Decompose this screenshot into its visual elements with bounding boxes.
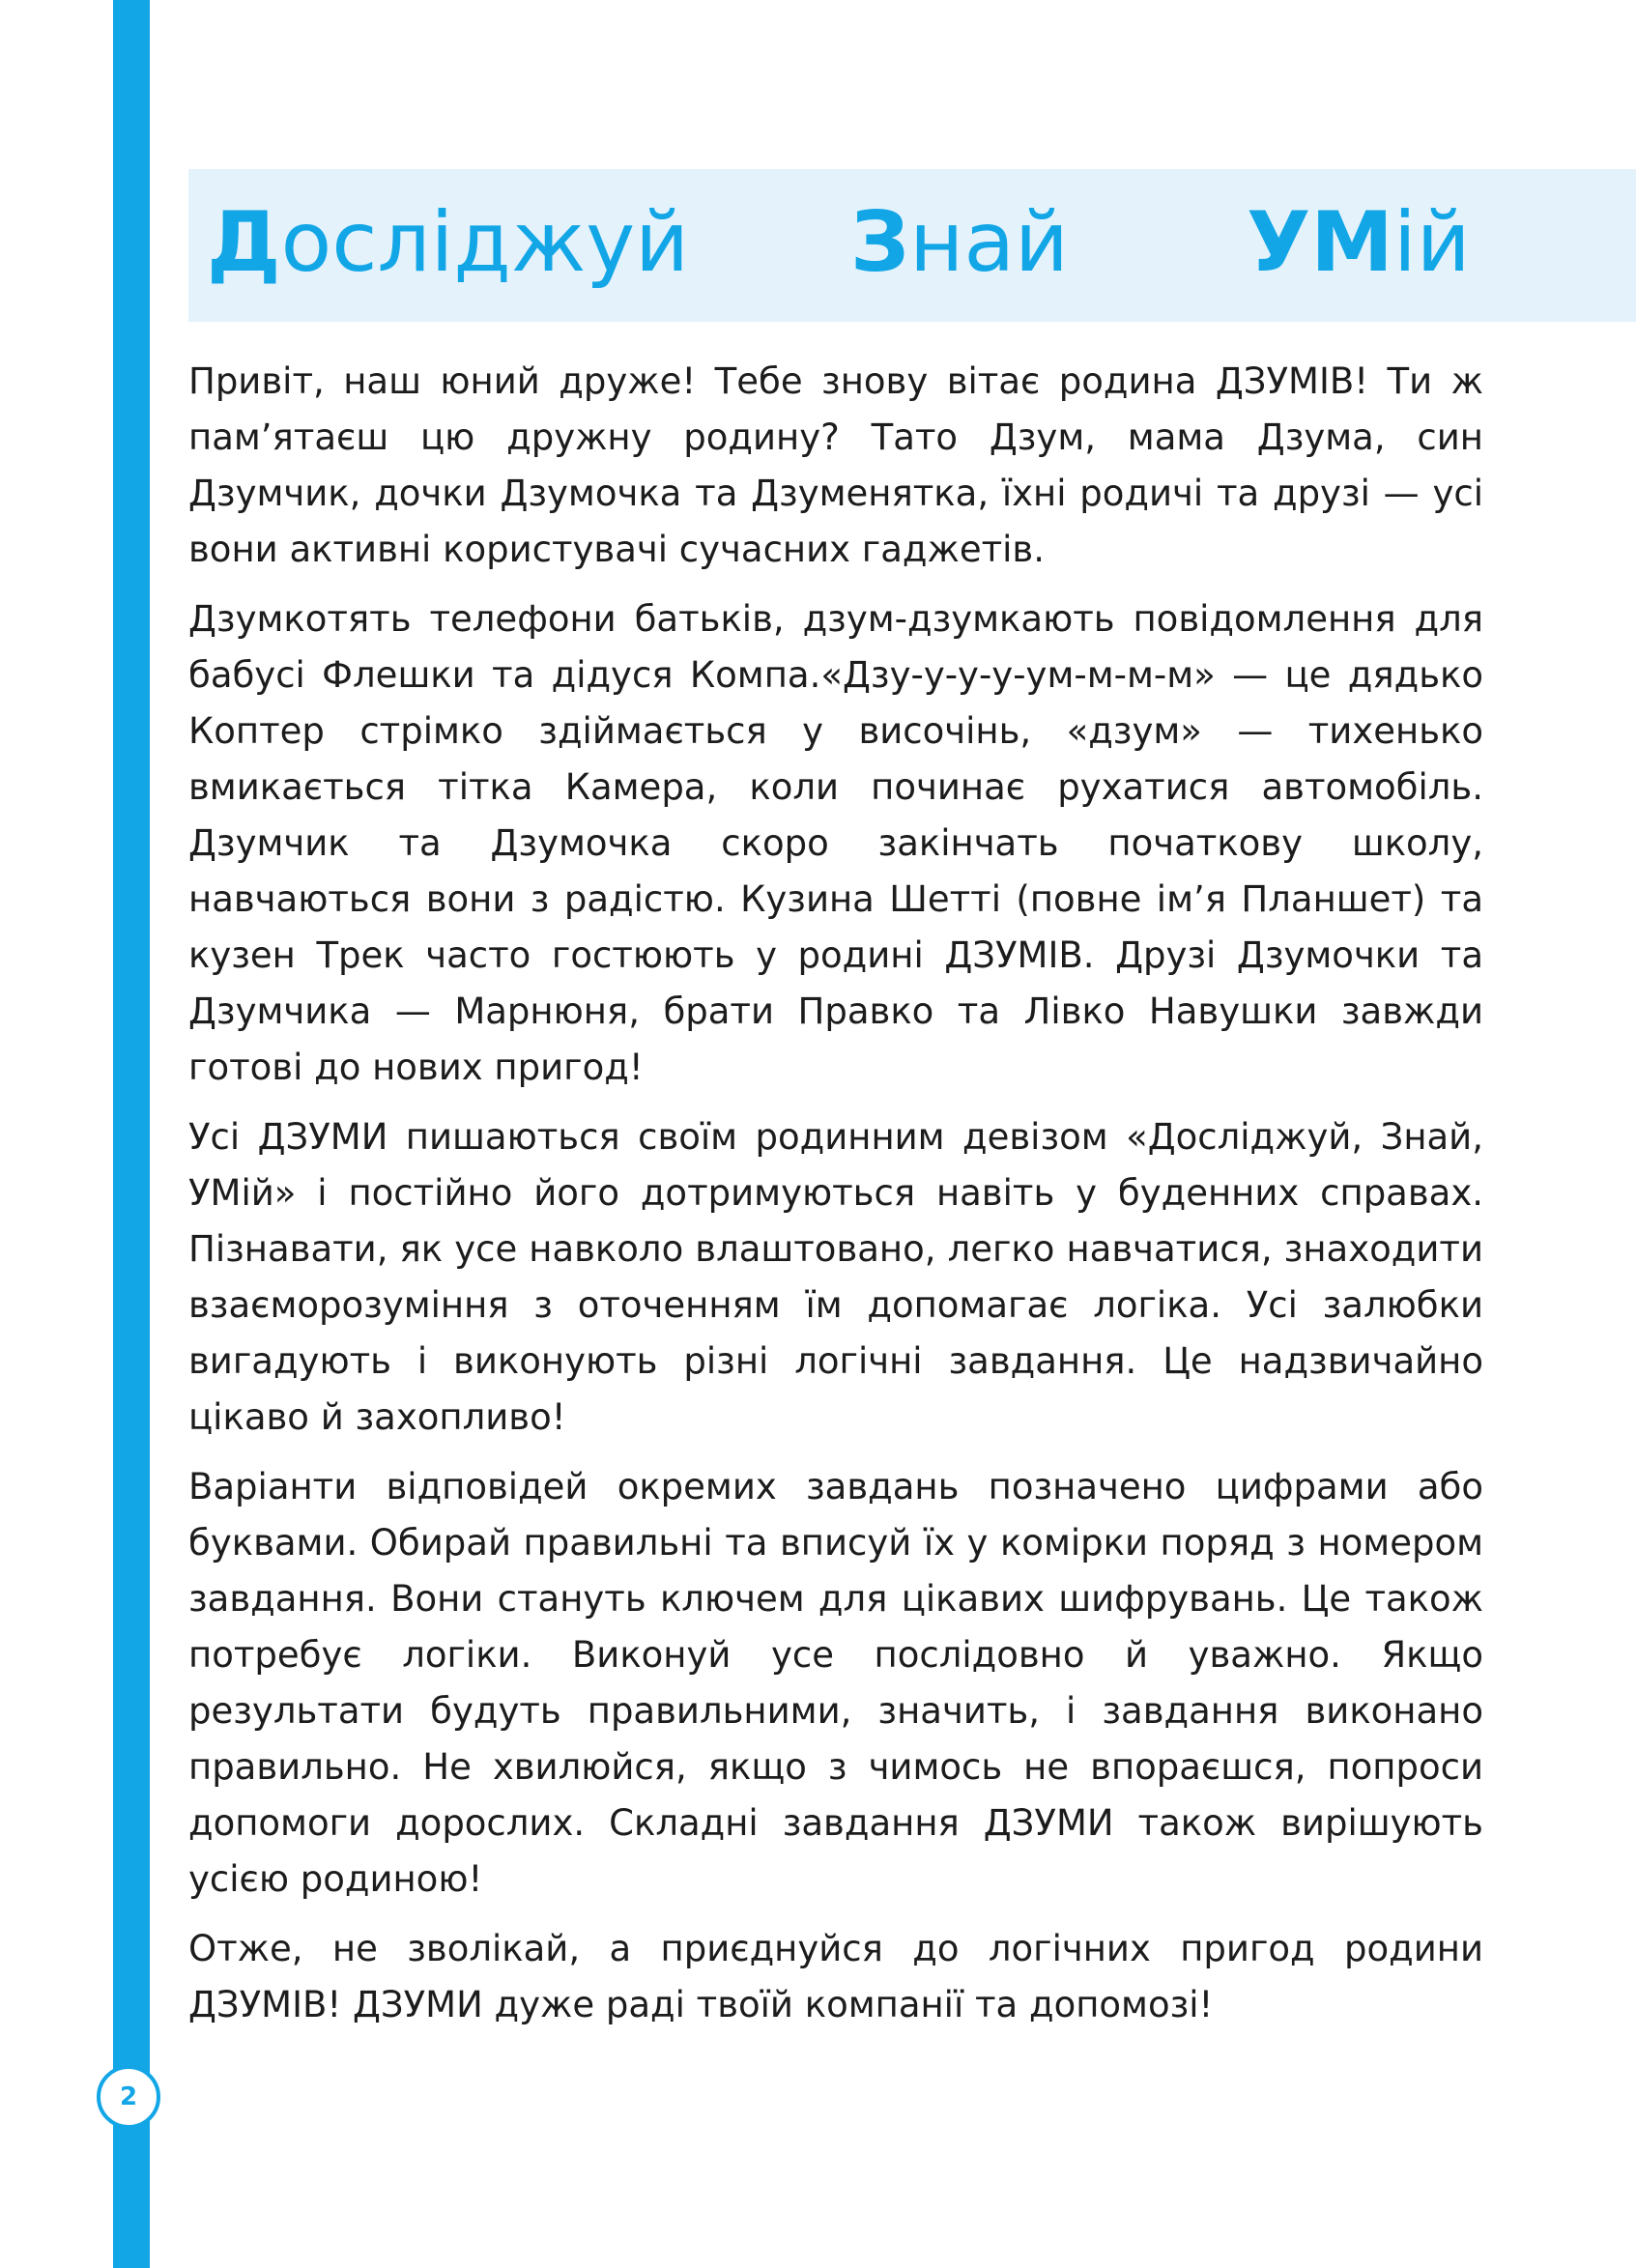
paragraph: Привіт, наш юний друже! Тебе знову вітає родина ДЗУМІВ! Ти ж пам’ятаєш цю дружну родину? Тато Дзум, мама Дзума, син Дзумчик, дочки Дзумочка та Дзуменятка, їхні родичі та друзі — усі вони активні користувачі сучасних гаджетів.: [188, 360, 1483, 570]
page-number-badge: 2: [97, 2065, 160, 2129]
title-rest: най: [909, 194, 1069, 291]
side-accent-bar: [113, 0, 150, 2268]
title-word-znai: [850, 189, 1069, 296]
title-rest: осліджуй: [280, 194, 690, 291]
title-word-umii: [1247, 189, 1471, 296]
paragraph: Усі ДЗУМИ пишаються своїм родинним девізом «Досліджуй, Знай, УМій» і постійно його дотримуються навіть у буденних справах. Пізнавати, як усе навколо влаштовано, легко навчатися, знаходити взаєморозуміння з оточенням їм допомагає логіка. Усі залюбки вигадують і виконують різні логічні завдання. Це надзвичайно цікаво й захопливо!: [188, 1116, 1483, 1438]
paragraph: Отже, не зволікай, а приєднуйся до логічних пригод родини ДЗУМІВ! ДЗУМИ дуже раді твоїй компанії та допомозі!: [188, 1928, 1483, 2025]
title-word-doslidzhui: [207, 189, 689, 296]
title-rest: ій: [1392, 194, 1471, 291]
paragraph: Дзумкотять телефони батьків, дзум-дзумкають повідомлення для бабусі Флешки та дідуся Компа.«Дзу-у-у-у-ум-м-м-м» — це дядько Коптер стрімко здіймається у височінь, «дзум» — тихенько вмикається тітка Камера, коли починає рухатися автомобіль. Дзумчик та Дзумочка скоро закінчать початкову школу, навчаються вони з радістю. Кузина Шетті (повне ім’я Планшет) та кузен Трек часто гостюють у родині ДЗУМІВ. Друзі Дзумочки та Дзумчика — Марнюня, брати Правко та Лівко Навушки завжди готові до нових пригод!: [188, 598, 1483, 1088]
body-text: [188, 354, 1483, 2047]
paragraph: Варіанти відповідей окремих завдань позначено цифрами або буквами. Обирай правильні та вписуй їх у комірки поряд з номером завдання. Вони стануть ключем для цікавих шифрувань. Це також потребує логіки. Виконуй усе послідовно й уважно. Якщо результати будуть правильними, значить, і завдання виконано правильно. Не хвилюйся, якщо з чимось не впораєшся, попроси допомоги дорослих. Складні завдання ДЗУМИ також вирішують усією родиною!: [188, 1466, 1483, 1900]
title-initial: Д: [207, 194, 281, 291]
title-initial: З: [850, 194, 910, 291]
title-initial: УМ: [1247, 194, 1393, 291]
